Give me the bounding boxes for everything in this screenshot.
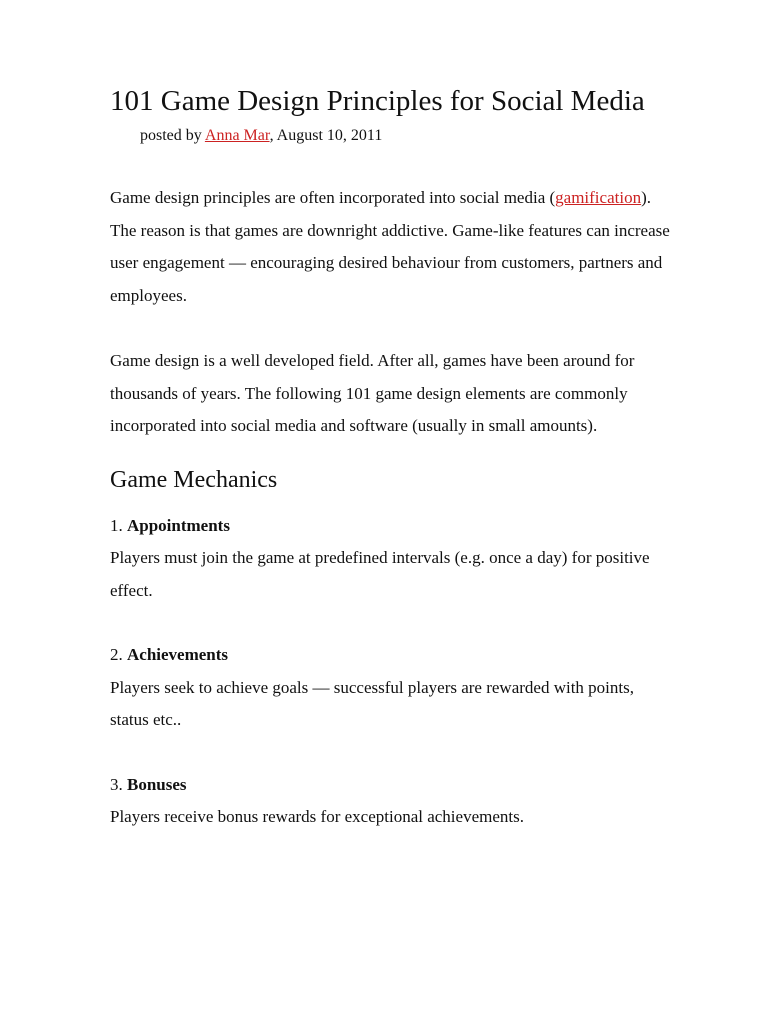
article-title: 101 Game Design Principles for Social Media [110,85,645,117]
item-description: Players must join the game at predefined intervals (e.g. once a day) for positive effect. [110,548,650,600]
intro-1-before: Game design principles are often incorporated into social media ( [110,188,556,207]
item-number: 2. [110,645,127,664]
item-description: Players seek to achieve goals — successful players are rewarded with points, status etc.. [110,677,634,729]
intro-1-after: ). The reason is that games are downright addictive. Game-like features can increase user engagement — encouraging desired behaviour from customers, partners and employees. [110,188,670,305]
list-item [110,769,670,834]
item-description: Players receive bonus rewards for exceptional achievements. [110,807,524,826]
article [110,84,670,834]
item-title: Appointments [127,515,230,535]
item-heading [110,769,670,802]
item-number: 1. [110,515,127,535]
item-heading [110,639,670,672]
section-heading: Game Mechanics [110,466,278,493]
author-link[interactable]: Anna Mar [204,127,270,144]
byline-date: , August 10, 2011 [269,127,383,144]
gamification-link[interactable]: gamification [555,188,642,207]
list-item [110,510,670,608]
item-title: Bonuses [127,774,187,794]
item-heading [110,510,670,543]
byline-prefix: posted by [140,127,205,144]
intro-paragraph-1 [110,182,670,312]
item-number: 3. [110,774,127,794]
item-title: Achievements [127,645,229,664]
list-item [110,639,670,737]
byline [140,126,670,146]
intro-paragraph-2: Game design is a well developed field. After all, games have been around for thousands of years. The following 101 game design elements are commonly incorporated into social media and software (usually in small amounts). [110,351,635,435]
